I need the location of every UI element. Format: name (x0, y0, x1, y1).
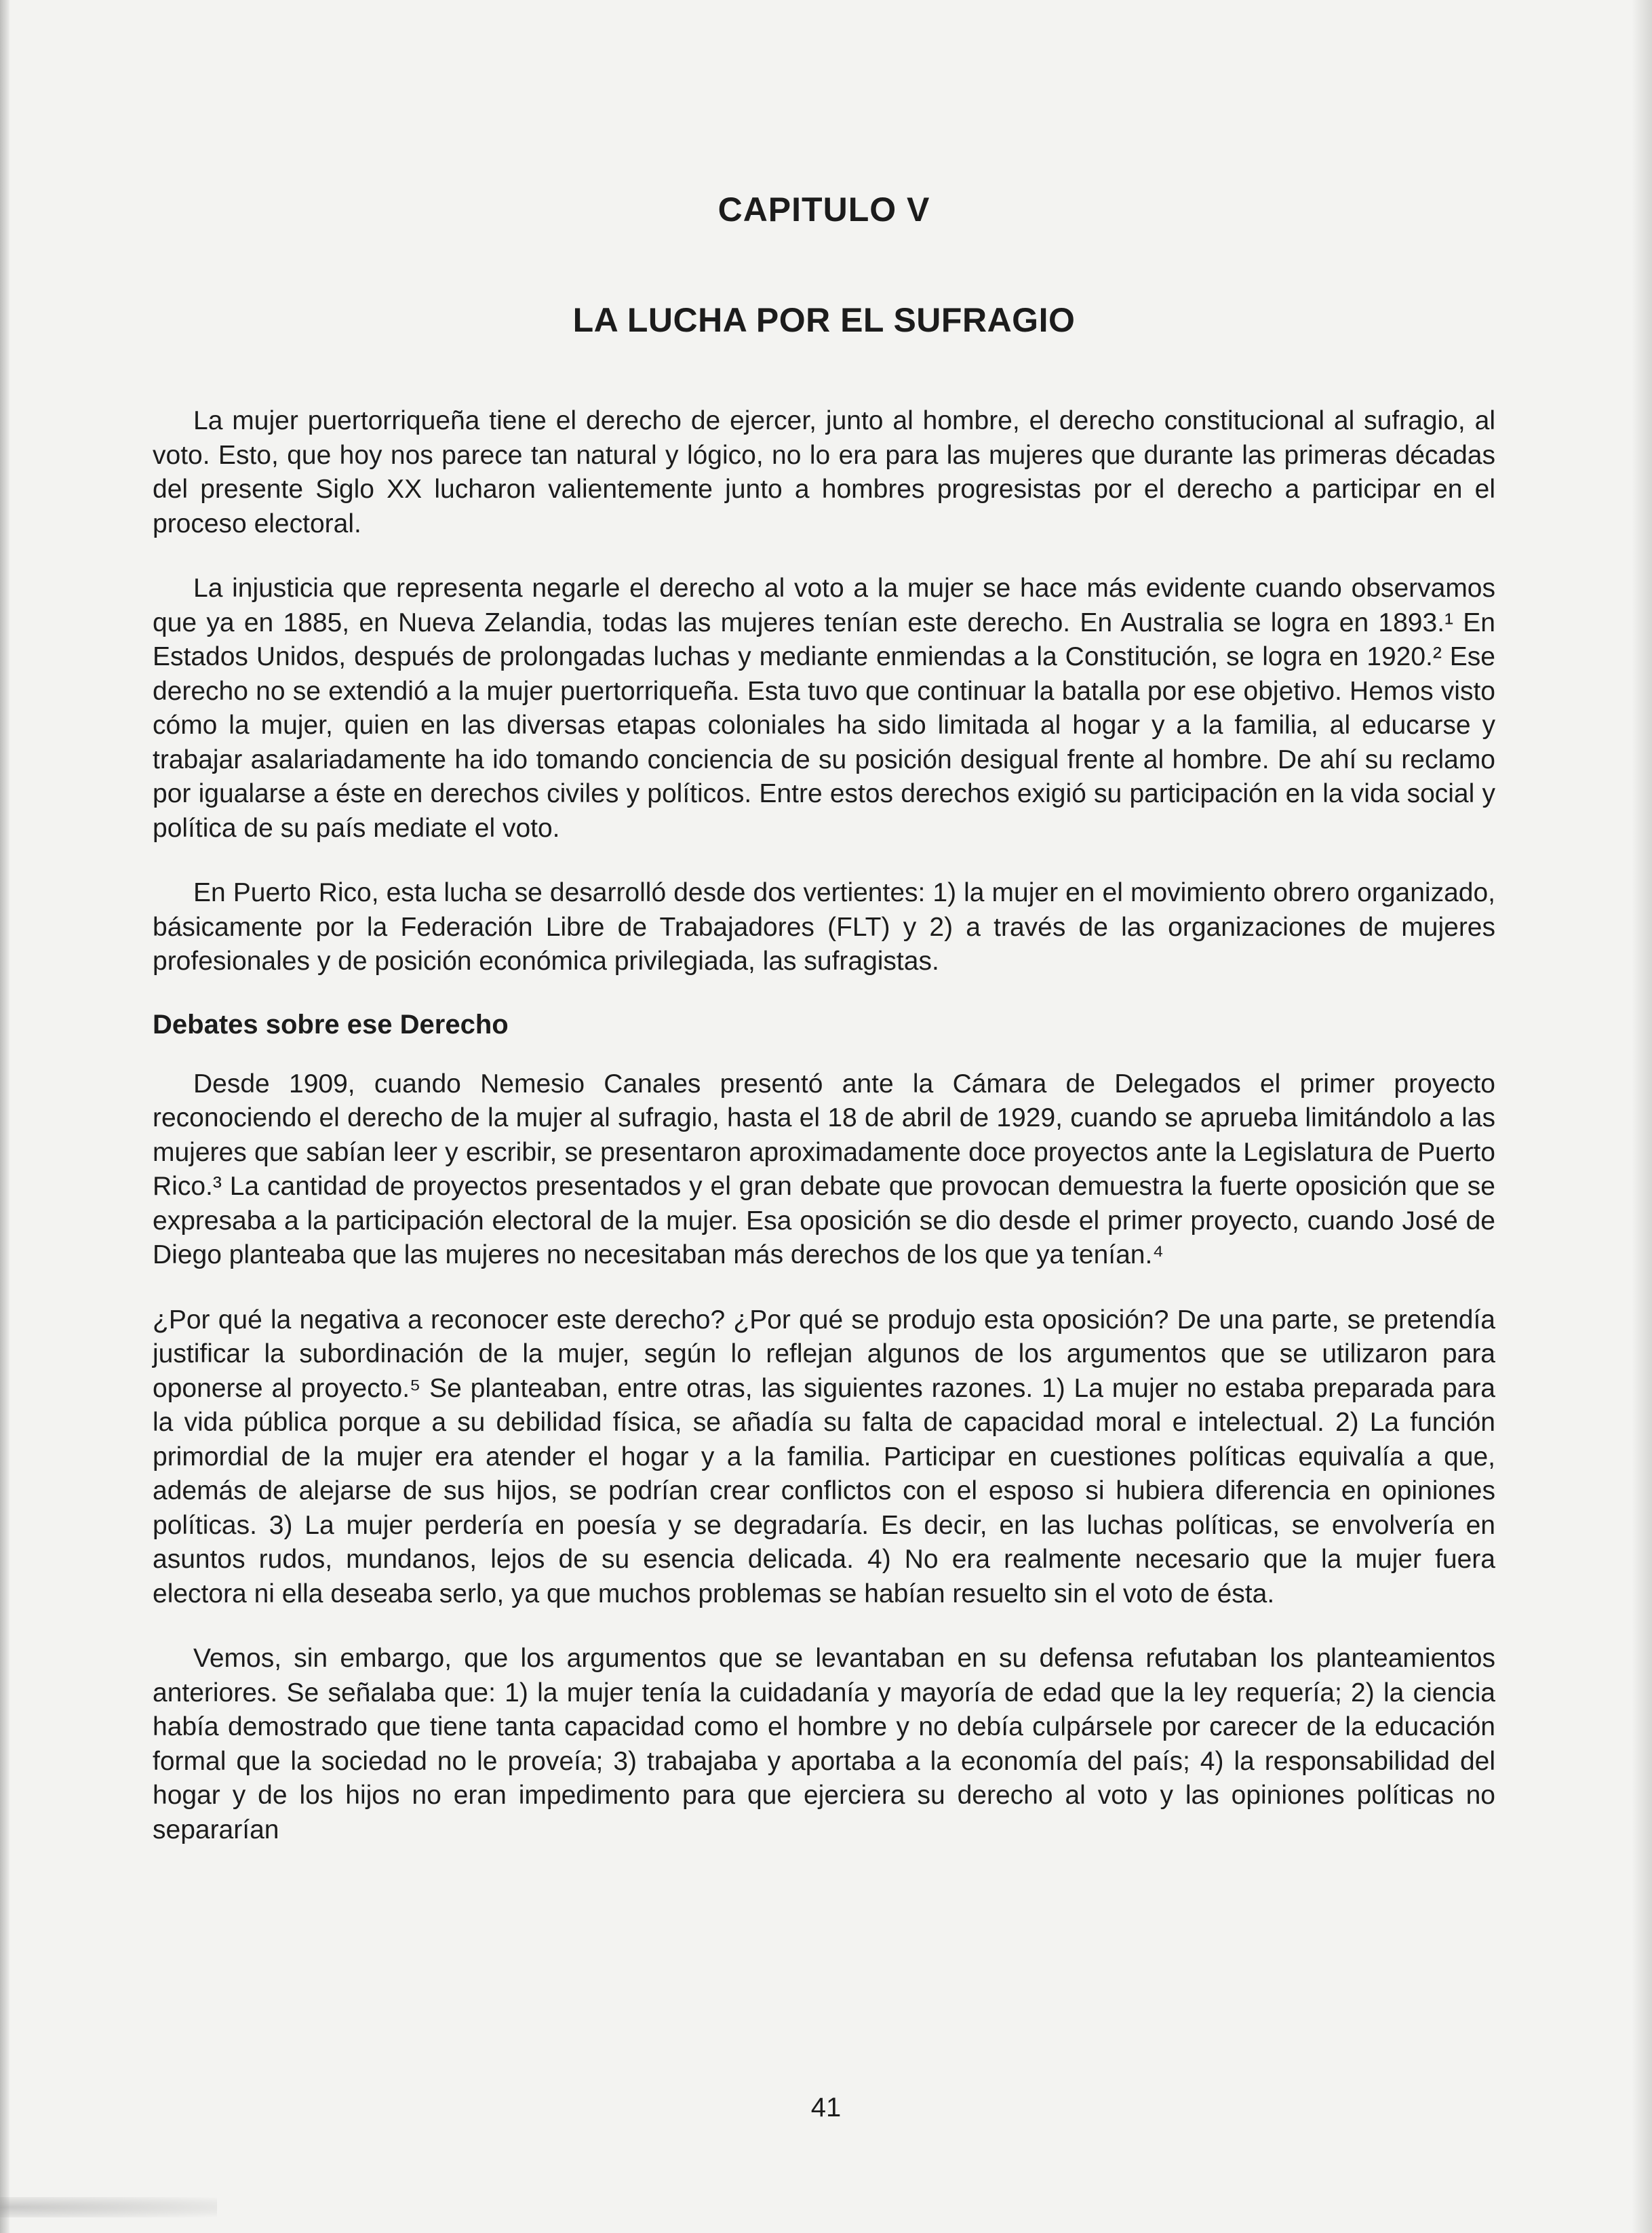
page-content (153, 190, 1495, 1878)
paragraph-1: La mujer puertorriqueña tiene el derecho de ejercer, junto al hombre, el derecho constitucional al sufragio, al voto. Esto, que hoy nos parece tan natural y lógico, no lo era para las mujeres que durante las primeras décadas del presente Siglo XX lucharon valientemente junto a hombres progresistas por el derecho a participar en el proceso electoral. (153, 406, 1495, 538)
paragraph-2: La injusticia que representa negarle el derecho al voto a la mujer se hace más evidente cuando observamos que ya en 1885, en Nueva Zelandia, todas las mujeres tenían este derecho. En Australia se logra en 1893.¹ En Estados Unidos, después de prolongadas luchas y mediante enmiendas a la Constitución, se logra en 1920.² Ese derecho no se extendió a la mujer puertorriqueña. Esta tuvo que continuar la batalla por ese objetivo. Hemos visto cómo la mujer, quien en las diversas etapas coloniales ha sido limitada al hogar y a la familia, al educarse y trabajar asalariadamente ha ido tomando conciencia de su posición desigual frente al hombre. De ahí su reclamo por igualarse a éste en derechos civiles y políticos. Entre estos derechos exigió su participación en la vida social y política de su país mediate el voto. (153, 574, 1495, 843)
scan-smudge (0, 2197, 217, 2217)
paragraph-3: En Puerto Rico, esta lucha se desarrolló desde dos vertientes: 1) la mujer en el movimiento obrero organizado, básicamente por la Federación Libre de Trabajadores (FLT) y 2) a través de las organizaciones de mujeres profesionales y de posición económica privilegiada, las sufragistas. (153, 878, 1495, 976)
page-number: 41 (810, 2093, 842, 2122)
chapter-title: LA LUCHA POR EL SUFRAGIO (572, 301, 1076, 339)
paragraph-6: Vemos, sin embargo, que los argumentos que se levantaban en su defensa refutaban los planteamientos anteriores. Se señalaba que: 1) la mujer tenía la cuidadanía y mayoría de edad que la ley requería; 2) la ciencia había demostrado que tiene tanta capacidad como el hombre y no debía culpársele por carecer de la educación formal que la sociedad no le proveía; 3) trabajaba y aportaba a la economía del país; 4) la responsabilidad del hogar y de los hijos no eran impedimento para que ejerciera su derecho al voto y las opiniones políticas no separarían (153, 1644, 1495, 1844)
paragraph-4: Desde 1909, cuando Nemesio Canales presentó ante la Cámara de Delegados el primer proyecto reconociendo el derecho de la mujer al sufragio, hasta el 18 de abril de 1929, cuando se aprueba limitándolo a las mujeres que sabían leer y escribir, se presentaron aproximadamente doce proyectos ante la Legislatura de Puerto Rico.³ La cantidad de proyectos presentados y el gran debate que provocan demuestra la fuerte oposición que se expresaba a la participación electoral de la mujer. Esa oposición se dio desde el primer proyecto, cuando José de Diego planteaba que las mujeres no necesitaban más derechos de los que ya tenían.⁴ (153, 1069, 1495, 1269)
section-subheading: Debates sobre ese Derecho (153, 1009, 509, 1040)
scan-edge-right (1632, 0, 1652, 2233)
paragraph-5: ¿Por qué la negativa a reconocer este derecho? ¿Por qué se produjo esta oposición? De una parte, se pretendía justificar la subordinación de la mujer, según lo reflejan algunos de los argumentos que se utilizaron para oponerse al proyecto.⁵ Se planteaban, entre otras, las siguientes razones. 1) La mujer no estaba preparada para la vida pública porque a su debilidad física, se añadía su falta de capacidad moral e intelectual. 2) La función primordial de la mujer era atender el hogar y a la familia. Participar en cuestiones políticas equivalía a que, además de alejarse de sus hijos, se podrían crear conflictos con el esposo si hubiera diferencia en opiniones políticas. 3) La mujer perdería en poesía y se degradaría. Es decir, en las luchas políticas, se envolvería en asuntos rudos, mundanos, lejos de su esencia delicada. 4) No era realmente necesario que la mujer fuera electora ni ella deseaba serlo, ya que muchos problemas se habían resuelto sin el voto de ésta. (153, 1305, 1495, 1608)
scan-edge-left (0, 0, 9, 2233)
chapter-heading: CAPITULO V (717, 191, 930, 229)
